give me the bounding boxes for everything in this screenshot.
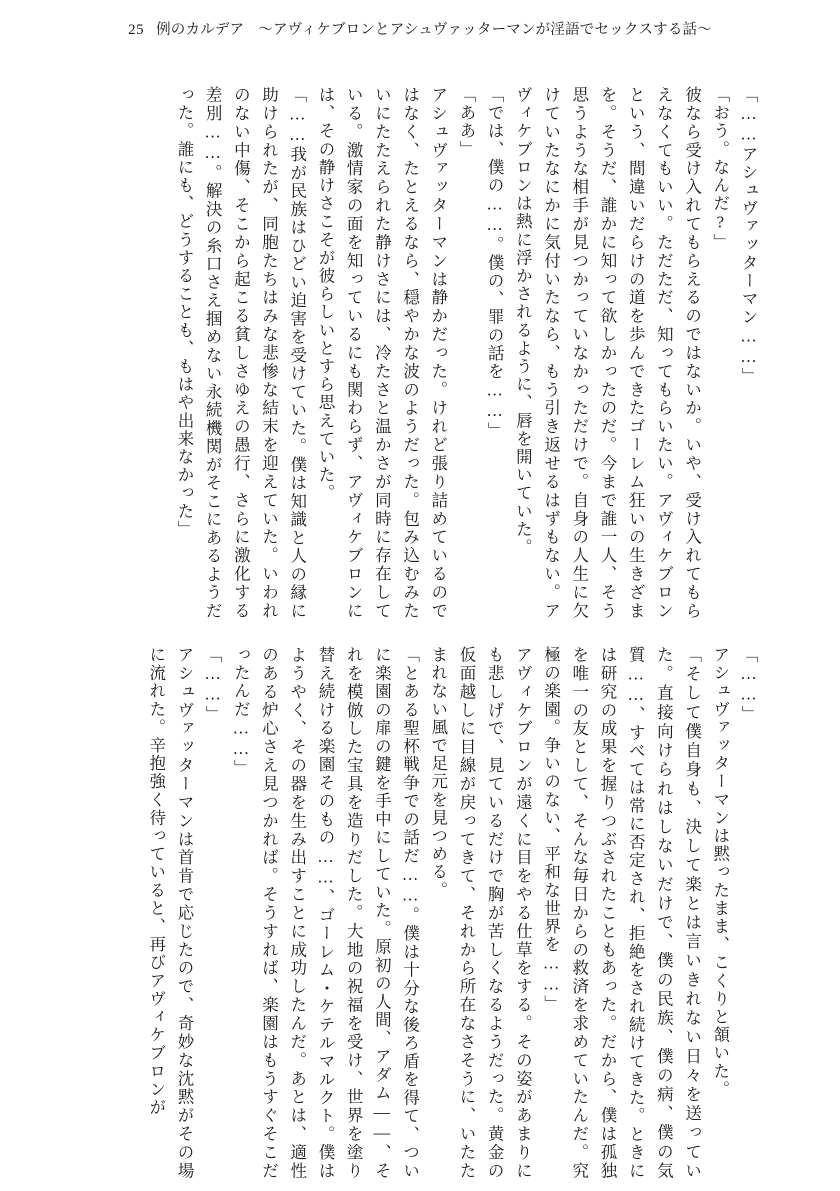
- paragraph: 「そして僕自身も、決して楽とは言いきれない日々を送っていた。直接向けられはしないだけで、僕の民族、僕の病、僕の気質……、すべては常に否定され、拒絶をされ続けてきた。ときには研究の成果を握りつぶされたこともあった。だから、僕は孤独を唯一の友として、そんな毎日からの救済を求めていたんだ。究極の楽園。争いのない、平和な世界を……」: [541, 646, 702, 1180]
- paragraph: アシュヴァッターマンは首肯で応じたので、奇妙な沈黙がその場に流れた。辛抱強く待っていると、再びアヴィケブロンが: [146, 646, 194, 1180]
- paragraph: アシュヴァッターマンは静かだった。けれど張り詰めているのではなく、たとえるなら、穏やかな波のようだった。包み込むみたいにたたえられた静けさには、冷たさと温かさが同時に存在している。激情家の面を知っているにも関わらず、アヴィケブロンには、その静けさこそが彼らしいとすら思えていた。: [315, 86, 448, 620]
- body-text-block-lower: [78, 646, 762, 1180]
- paragraph: 彼なら受け入れてもらえるのではないか。いや、受け入れてもらえなくてもいい。ただただ、知ってもらいたい。アヴィケブロンという、間違いだらけの道を歩んできたゴーレム狂いの生きざまを。そうだ、誰かに知って欲しかったのだ。今まで誰一人、そう思うような相手が見つかっていなかっただけで。自身の人生に欠けていたなにかに気付いたなら、もう引き返せるはずもない。アヴィケブロンは熱に浮かされるように、唇を開いていた。: [513, 86, 702, 620]
- paragraph: 「……」: [739, 646, 758, 724]
- paragraph: 「……アシュヴァッターマン……」: [739, 86, 758, 386]
- paragraph: 「では、僕の……。僕の、罪の話を……」: [485, 86, 505, 440]
- paragraph: 「……我が民族はひどい迫害を受けていた。僕は知識と人の縁に助けられたが、同胞たちはみな悲惨な結末を迎えていた。いわれのない中傷、そこから起こる貧しさゆえの愚行、さらに激化する差別……。解決の糸口さえ掴めない永続機関がそこにあるようだった。誰にも、どうすることも、もはや出来なかった」: [174, 86, 307, 620]
- paragraph: 「ああ」: [456, 86, 476, 159]
- page-number: 25: [128, 22, 145, 38]
- paragraph: アヴィケブロンが遠くに目をやる仕草をする。その姿があまりにも悲しげで、見ているだけで胸が苦しくなるようだった。黄金の仮面越しに目線が戻ってきて、それから所在なさそうに、いたたまれない風で足元を見つめる。: [428, 646, 533, 1180]
- body-text-block-upper: [78, 86, 762, 620]
- paragraph: 「とある聖杯戦争での話だ……。僕は十分な後ろ盾を得て、ついに楽園の扉の鍵を手中にしていた。原初の人間、アダム——、それを模倣した宝具を造りだした。大地の祝福を受け、世界を塗り替え続ける楽園そのもの……、ゴーレム・ケテルマルクト。僕はようやく、その器を生み出すことに成功したんだ。あとは、適性のある炉心さえ見つかれば。そうすれば、楽園はもうすぐそこだったんだ……」: [231, 646, 420, 1180]
- chapter-subtitle: 〜アヴィケブロンとアシュヴァッターマンが淫語でセックスする話〜: [258, 22, 712, 38]
- paragraph: アシュヴァッターマンは黙ったまま、こくりと頷いた。: [710, 646, 730, 1099]
- running-head: [0, 18, 840, 42]
- paragraph: 「……」: [203, 646, 223, 724]
- chapter-title: 例のカルデア: [156, 22, 245, 38]
- paragraph: 「おう。なんだ?」: [710, 86, 730, 252]
